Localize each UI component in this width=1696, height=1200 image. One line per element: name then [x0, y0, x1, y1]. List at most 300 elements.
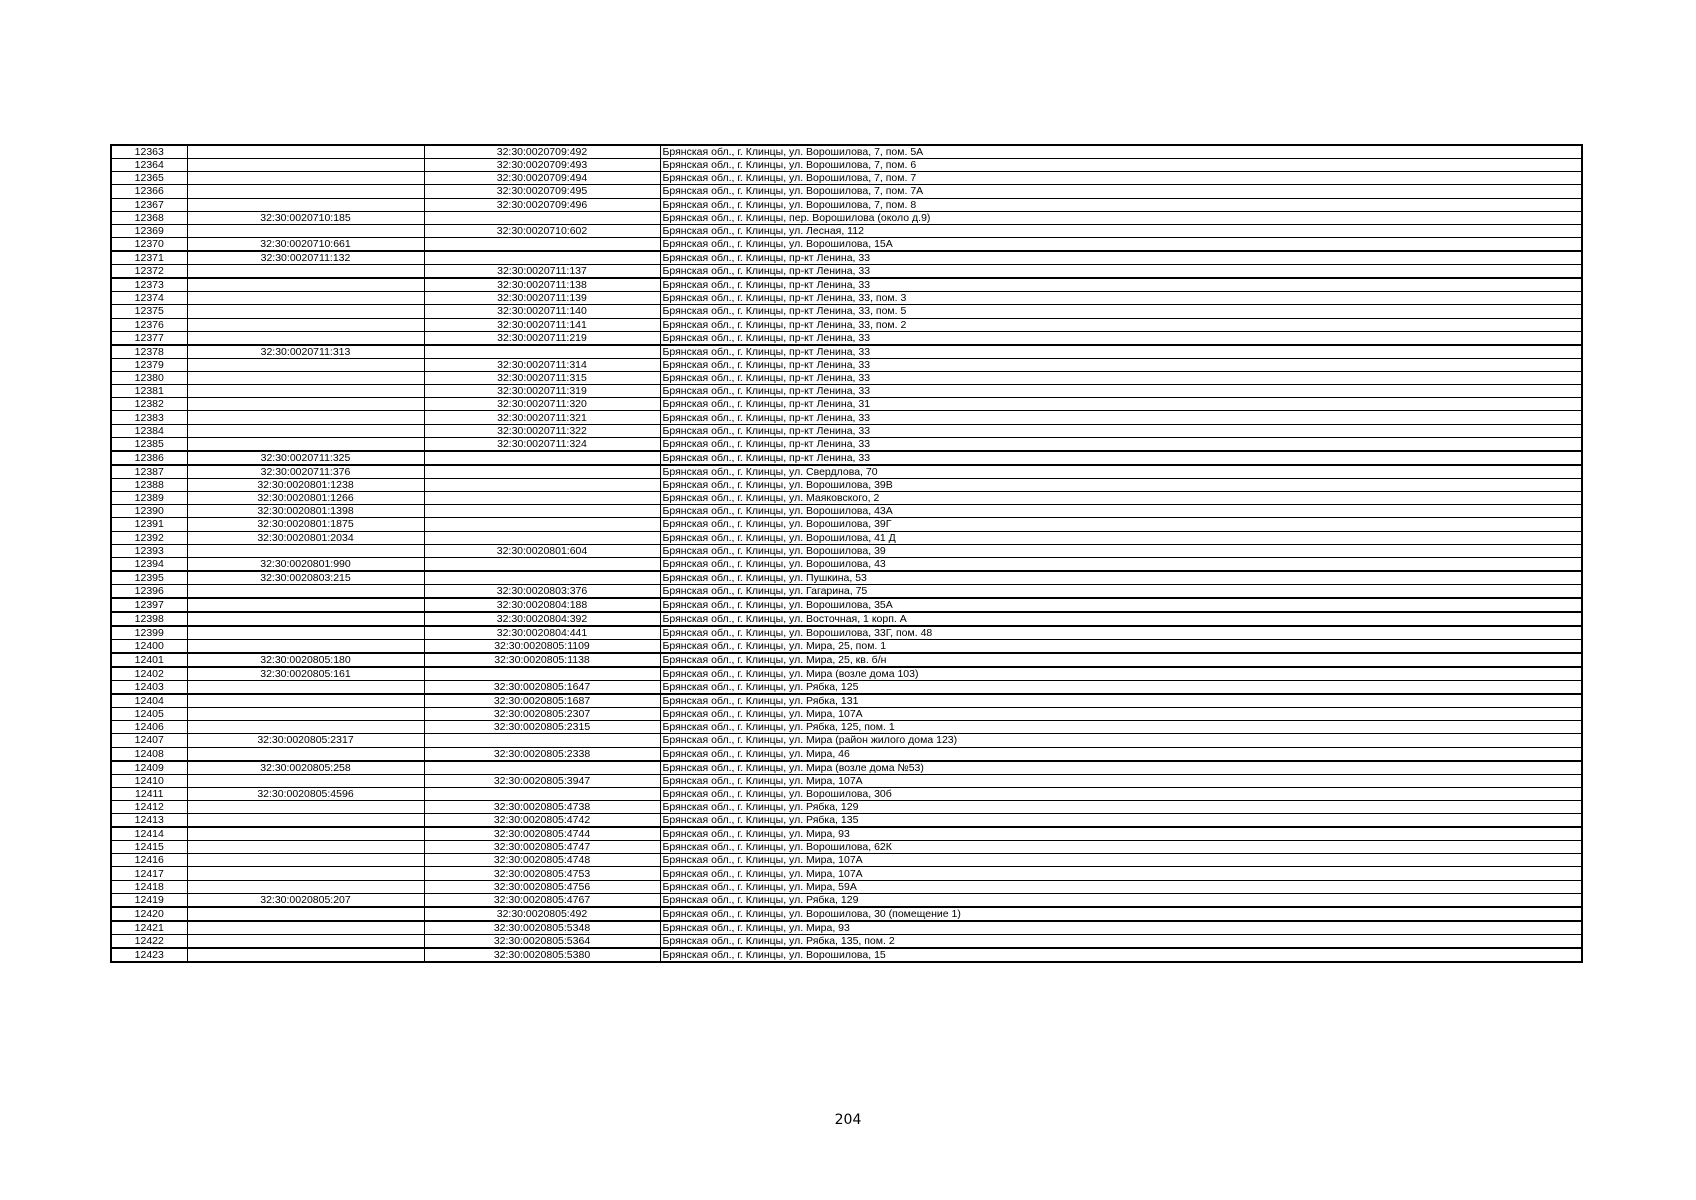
object-number-cell: 32:30:0020805:5348: [424, 921, 660, 935]
row-number-cell: 12422: [111, 934, 187, 948]
table-row: [111, 318, 1582, 331]
row-number-cell: 12382: [111, 398, 187, 411]
row-number-cell: 12370: [111, 238, 187, 252]
object-number-cell: [424, 734, 660, 747]
row-number-cell: 12418: [111, 880, 187, 893]
address-cell: Брянская обл., г. Клинцы, ул. Мира, 25, пом. 1: [660, 639, 1582, 653]
table-row: [111, 721, 1582, 734]
address-cell: Брянская обл., г. Клинцы, ул. Мира, 46: [660, 747, 1582, 761]
row-number-cell: 12412: [111, 800, 187, 813]
parcel-number-cell: [187, 172, 424, 185]
table-body: [111, 145, 1582, 962]
table-row: [111, 145, 1582, 159]
table-row: [111, 880, 1582, 893]
address-cell: Брянская обл., г. Клинцы, ул. Гагарина, 75: [660, 584, 1582, 598]
table-row: [111, 531, 1582, 544]
address-cell: Брянская обл., г. Клинцы, ул. Ворошилова, 43: [660, 557, 1582, 571]
address-cell: Брянская обл., г. Клинцы, ул. Рябка, 135, пом. 2: [660, 934, 1582, 948]
table-row: [111, 667, 1582, 681]
address-cell: Брянская обл., г. Клинцы, ул. Мира, 107А: [660, 867, 1582, 880]
parcel-number-cell: [187, 721, 424, 734]
table-row: [111, 424, 1582, 437]
table-row: [111, 159, 1582, 172]
table-row: [111, 557, 1582, 571]
object-number-cell: 32:30:0020709:493: [424, 159, 660, 172]
table-row: [111, 345, 1582, 359]
object-number-cell: 32:30:0020805:4744: [424, 827, 660, 841]
parcel-number-cell: 32:30:0020801:1398: [187, 505, 424, 518]
object-number-cell: 32:30:0020805:4767: [424, 893, 660, 907]
table-row: [111, 224, 1582, 237]
row-number-cell: 12408: [111, 747, 187, 761]
parcel-number-cell: 32:30:0020710:185: [187, 211, 424, 224]
row-number-cell: 12384: [111, 424, 187, 437]
parcel-number-cell: [187, 318, 424, 331]
row-number-cell: 12374: [111, 292, 187, 305]
object-number-cell: 32:30:0020711:320: [424, 398, 660, 411]
object-number-cell: [424, 251, 660, 265]
parcel-number-cell: [187, 437, 424, 451]
table-row: [111, 238, 1582, 252]
table-row: [111, 492, 1582, 505]
parcel-number-cell: [187, 827, 424, 841]
row-number-cell: 12393: [111, 544, 187, 557]
row-number-cell: 12405: [111, 707, 187, 720]
parcel-number-cell: 32:30:0020801:1266: [187, 492, 424, 505]
object-number-cell: 32:30:0020711:319: [424, 385, 660, 398]
table-row: [111, 411, 1582, 424]
object-number-cell: 32:30:0020801:604: [424, 544, 660, 557]
parcel-number-cell: 32:30:0020805:180: [187, 653, 424, 667]
records-table: [110, 144, 1583, 963]
table-row: [111, 172, 1582, 185]
address-cell: Брянская обл., г. Клинцы, пр-кт Ленина, 33: [660, 278, 1582, 292]
parcel-number-cell: [187, 907, 424, 921]
address-cell: Брянская обл., г. Клинцы, ул. Лесная, 112: [660, 224, 1582, 237]
row-number-cell: 12409: [111, 761, 187, 775]
address-cell: Брянская обл., г. Клинцы, ул. Рябка, 129: [660, 800, 1582, 813]
table-row: [111, 198, 1582, 211]
row-number-cell: 12401: [111, 653, 187, 667]
parcel-number-cell: [187, 398, 424, 411]
address-cell: Брянская обл., г. Клинцы, ул. Мира, 107А: [660, 707, 1582, 720]
address-cell: Брянская обл., г. Клинцы, ул. Мира, 25, кв. б/н: [660, 653, 1582, 667]
object-number-cell: 32:30:0020709:492: [424, 145, 660, 159]
table-row: [111, 358, 1582, 371]
parcel-number-cell: [187, 934, 424, 948]
parcel-number-cell: [187, 278, 424, 292]
table-row: [111, 518, 1582, 531]
table-row: [111, 598, 1582, 612]
address-cell: Брянская обл., г. Клинцы, пр-кт Ленина, 33: [660, 437, 1582, 451]
table-row: [111, 854, 1582, 867]
table-row: [111, 371, 1582, 384]
parcel-number-cell: [187, 358, 424, 371]
parcel-number-cell: [187, 371, 424, 384]
object-number-cell: 32:30:0020804:188: [424, 598, 660, 612]
row-number-cell: 12390: [111, 505, 187, 518]
page-number: 204: [834, 1112, 862, 1128]
address-cell: Брянская обл., г. Клинцы, ул. Мира, 107А: [660, 854, 1582, 867]
object-number-cell: [424, 451, 660, 465]
object-number-cell: 32:30:0020805:492: [424, 907, 660, 921]
row-number-cell: 12383: [111, 411, 187, 424]
parcel-number-cell: 32:30:0020711:325: [187, 451, 424, 465]
parcel-number-cell: [187, 948, 424, 962]
address-cell: Брянская обл., г. Клинцы, ул. Ворошилова, 7, пом. 8: [660, 198, 1582, 211]
row-number-cell: 12372: [111, 265, 187, 279]
address-cell: Брянская обл., г. Клинцы, ул. Мира, 93: [660, 827, 1582, 841]
row-number-cell: 12365: [111, 172, 187, 185]
parcel-number-cell: 32:30:0020801:2034: [187, 531, 424, 544]
table-row: [111, 305, 1582, 318]
address-cell: Брянская обл., г. Клинцы, пр-кт Ленина, 33: [660, 331, 1582, 345]
table-row: [111, 639, 1582, 653]
object-number-cell: 32:30:0020804:392: [424, 612, 660, 626]
object-number-cell: 32:30:0020711:139: [424, 292, 660, 305]
object-number-cell: 32:30:0020804:441: [424, 626, 660, 640]
address-cell: Брянская обл., г. Клинцы, ул. Ворошилова, 7, пом. 7: [660, 172, 1582, 185]
address-cell: Брянская обл., г. Клинцы, ул. Ворошилова, 43А: [660, 505, 1582, 518]
row-number-cell: 12406: [111, 721, 187, 734]
table-row: [111, 571, 1582, 585]
table-row: [111, 787, 1582, 800]
row-number-cell: 12380: [111, 371, 187, 384]
object-number-cell: 32:30:0020711:137: [424, 265, 660, 279]
address-cell: Брянская обл., г. Клинцы, ул. Ворошилова, 7, пом. 6: [660, 159, 1582, 172]
address-cell: Брянская обл., г. Клинцы, ул. Ворошилова, 15: [660, 948, 1582, 962]
row-number-cell: 12414: [111, 827, 187, 841]
address-cell: Брянская обл., г. Клинцы, пр-кт Ленина, 33: [660, 371, 1582, 384]
object-number-cell: [424, 787, 660, 800]
parcel-number-cell: [187, 921, 424, 935]
table-row: [111, 292, 1582, 305]
table-row: [111, 626, 1582, 640]
row-number-cell: 12423: [111, 948, 187, 962]
table-row: [111, 385, 1582, 398]
address-cell: Брянская обл., г. Клинцы, ул. Ворошилова, 33Г, пом. 48: [660, 626, 1582, 640]
table-row: [111, 934, 1582, 948]
object-number-cell: 32:30:0020805:4756: [424, 880, 660, 893]
parcel-number-cell: [187, 385, 424, 398]
parcel-number-cell: [187, 747, 424, 761]
row-number-cell: 12415: [111, 841, 187, 854]
address-cell: Брянская обл., г. Клинцы, ул. Ворошилова, 62К: [660, 841, 1582, 854]
address-cell: Брянская обл., г. Клинцы, ул. Мира, 107А: [660, 774, 1582, 787]
parcel-number-cell: [187, 305, 424, 318]
row-number-cell: 12391: [111, 518, 187, 531]
parcel-number-cell: [187, 584, 424, 598]
parcel-number-cell: [187, 224, 424, 237]
object-number-cell: 32:30:0020805:4748: [424, 854, 660, 867]
address-cell: Брянская обл., г. Клинцы, пр-кт Ленина, 33, пом. 3: [660, 292, 1582, 305]
address-cell: Брянская обл., г. Клинцы, ул. Ворошилова, 39: [660, 544, 1582, 557]
parcel-number-cell: [187, 626, 424, 640]
object-number-cell: [424, 667, 660, 681]
table-row: [111, 265, 1582, 279]
object-number-cell: 32:30:0020711:314: [424, 358, 660, 371]
row-number-cell: 12389: [111, 492, 187, 505]
row-number-cell: 12388: [111, 478, 187, 491]
parcel-number-cell: [187, 774, 424, 787]
object-number-cell: [424, 761, 660, 775]
row-number-cell: 12379: [111, 358, 187, 371]
address-cell: Брянская обл., г. Клинцы, ул. Рябка, 131: [660, 694, 1582, 708]
table-row: [111, 451, 1582, 465]
table-row: [111, 278, 1582, 292]
address-cell: Брянская обл., г. Клинцы, пр-кт Ленина, 33: [660, 345, 1582, 359]
object-number-cell: 32:30:0020711:321: [424, 411, 660, 424]
parcel-number-cell: [187, 867, 424, 880]
table-row: [111, 948, 1582, 962]
address-cell: Брянская обл., г. Клинцы, пр-кт Ленина, 33: [660, 251, 1582, 265]
parcel-number-cell: 32:30:0020801:1875: [187, 518, 424, 531]
address-cell: Брянская обл., г. Клинцы, ул. Мира (возле дома 103): [660, 667, 1582, 681]
row-number-cell: 12386: [111, 451, 187, 465]
parcel-number-cell: [187, 680, 424, 694]
table-row: [111, 827, 1582, 841]
table-row: [111, 747, 1582, 761]
row-number-cell: 12396: [111, 584, 187, 598]
address-cell: Брянская обл., г. Клинцы, ул. Свердлова, 70: [660, 465, 1582, 479]
parcel-number-cell: 32:30:0020801:990: [187, 557, 424, 571]
address-cell: Брянская обл., г. Клинцы, ул. Мира (возле дома №53): [660, 761, 1582, 775]
table-row: [111, 398, 1582, 411]
address-cell: Брянская обл., г. Клинцы, пр-кт Ленина, 33: [660, 385, 1582, 398]
row-number-cell: 12366: [111, 185, 187, 198]
table-row: [111, 867, 1582, 880]
table-row: [111, 505, 1582, 518]
parcel-number-cell: [187, 598, 424, 612]
table-row: [111, 694, 1582, 708]
table-row: [111, 814, 1582, 828]
object-number-cell: 32:30:0020805:3947: [424, 774, 660, 787]
row-number-cell: 12397: [111, 598, 187, 612]
parcel-number-cell: [187, 145, 424, 159]
row-number-cell: 12410: [111, 774, 187, 787]
parcel-number-cell: [187, 612, 424, 626]
row-number-cell: 12400: [111, 639, 187, 653]
address-cell: Брянская обл., г. Клинцы, ул. Ворошилова, 35А: [660, 598, 1582, 612]
table-row: [111, 612, 1582, 626]
object-number-cell: 32:30:0020805:4742: [424, 814, 660, 828]
parcel-number-cell: [187, 880, 424, 893]
row-number-cell: 12377: [111, 331, 187, 345]
address-cell: Брянская обл., г. Клинцы, ул. Пушкина, 53: [660, 571, 1582, 585]
row-number-cell: 12369: [111, 224, 187, 237]
row-number-cell: 12413: [111, 814, 187, 828]
row-number-cell: 12421: [111, 921, 187, 935]
parcel-number-cell: 32:30:0020805:258: [187, 761, 424, 775]
table-row: [111, 185, 1582, 198]
row-number-cell: 12392: [111, 531, 187, 544]
object-number-cell: 32:30:0020805:4753: [424, 867, 660, 880]
address-cell: Брянская обл., г. Клинцы, ул. Ворошилова, 39В: [660, 478, 1582, 491]
row-number-cell: 12407: [111, 734, 187, 747]
row-number-cell: 12385: [111, 437, 187, 451]
parcel-number-cell: [187, 265, 424, 279]
row-number-cell: 12402: [111, 667, 187, 681]
object-number-cell: 32:30:0020805:2307: [424, 707, 660, 720]
object-number-cell: 32:30:0020803:376: [424, 584, 660, 598]
object-number-cell: 32:30:0020805:1647: [424, 680, 660, 694]
address-cell: Брянская обл., г. Клинцы, ул. Рябка, 135: [660, 814, 1582, 828]
object-number-cell: [424, 465, 660, 479]
parcel-number-cell: [187, 331, 424, 345]
table-row: [111, 465, 1582, 479]
row-number-cell: 12376: [111, 318, 187, 331]
table-row: [111, 907, 1582, 921]
table-row: [111, 841, 1582, 854]
object-number-cell: 32:30:0020711:141: [424, 318, 660, 331]
row-number-cell: 12403: [111, 680, 187, 694]
address-cell: Брянская обл., г. Клинцы, ул. Ворошилова, 7, пом. 7А: [660, 185, 1582, 198]
object-number-cell: 32:30:0020805:5364: [424, 934, 660, 948]
object-number-cell: 32:30:0020711:315: [424, 371, 660, 384]
parcel-number-cell: 32:30:0020803:215: [187, 571, 424, 585]
address-cell: Брянская обл., г. Клинцы, ул. Мира, 59А: [660, 880, 1582, 893]
table-row: [111, 251, 1582, 265]
object-number-cell: [424, 211, 660, 224]
parcel-number-cell: [187, 411, 424, 424]
table-row: [111, 680, 1582, 694]
parcel-number-cell: [187, 854, 424, 867]
parcel-number-cell: [187, 185, 424, 198]
address-cell: Брянская обл., г. Клинцы, пр-кт Ленина, 33: [660, 451, 1582, 465]
address-cell: Брянская обл., г. Клинцы, ул. Ворошилова, 30б: [660, 787, 1582, 800]
table-row: [111, 774, 1582, 787]
address-cell: Брянская обл., г. Клинцы, ул. Ворошилова, 39Г: [660, 518, 1582, 531]
object-number-cell: 32:30:0020709:495: [424, 185, 660, 198]
parcel-number-cell: [187, 544, 424, 557]
object-number-cell: [424, 345, 660, 359]
parcel-number-cell: [187, 800, 424, 813]
parcel-number-cell: [187, 707, 424, 720]
parcel-number-cell: 32:30:0020805:161: [187, 667, 424, 681]
object-number-cell: [424, 478, 660, 491]
parcel-number-cell: [187, 292, 424, 305]
object-number-cell: 32:30:0020711:322: [424, 424, 660, 437]
row-number-cell: 12373: [111, 278, 187, 292]
parcel-number-cell: 32:30:0020710:661: [187, 238, 424, 252]
table-row: [111, 211, 1582, 224]
parcel-number-cell: 32:30:0020711:313: [187, 345, 424, 359]
address-cell: Брянская обл., г. Клинцы, ул. Ворошилова, 41 Д: [660, 531, 1582, 544]
row-number-cell: 12411: [111, 787, 187, 800]
object-number-cell: 32:30:0020805:4738: [424, 800, 660, 813]
object-number-cell: 32:30:0020805:1687: [424, 694, 660, 708]
row-number-cell: 12378: [111, 345, 187, 359]
object-number-cell: 32:30:0020711:140: [424, 305, 660, 318]
row-number-cell: 12404: [111, 694, 187, 708]
address-cell: Брянская обл., г. Клинцы, пр-кт Ленина, 33: [660, 265, 1582, 279]
address-cell: Брянская обл., г. Клинцы, ул. Восточная, 1 корп. А: [660, 612, 1582, 626]
parcel-number-cell: 32:30:0020805:4596: [187, 787, 424, 800]
object-number-cell: [424, 571, 660, 585]
table-row: [111, 544, 1582, 557]
row-number-cell: 12371: [111, 251, 187, 265]
object-number-cell: 32:30:0020805:5380: [424, 948, 660, 962]
object-number-cell: 32:30:0020805:2315: [424, 721, 660, 734]
row-number-cell: 12420: [111, 907, 187, 921]
table-row: [111, 921, 1582, 935]
table-row: [111, 893, 1582, 907]
address-cell: Брянская обл., г. Клинцы, ул. Мира (район жилого дома 123): [660, 734, 1582, 747]
parcel-number-cell: [187, 198, 424, 211]
object-number-cell: [424, 505, 660, 518]
parcel-number-cell: [187, 159, 424, 172]
table-row: [111, 707, 1582, 720]
parcel-number-cell: 32:30:0020805:2317: [187, 734, 424, 747]
object-number-cell: 32:30:0020711:219: [424, 331, 660, 345]
address-cell: Брянская обл., г. Клинцы, пр-кт Ленина, 31: [660, 398, 1582, 411]
row-number-cell: 12416: [111, 854, 187, 867]
row-number-cell: 12419: [111, 893, 187, 907]
address-cell: Брянская обл., г. Клинцы, пр-кт Ленина, 33: [660, 358, 1582, 371]
row-number-cell: 12394: [111, 557, 187, 571]
row-number-cell: 12399: [111, 626, 187, 640]
row-number-cell: 12363: [111, 145, 187, 159]
row-number-cell: 12387: [111, 465, 187, 479]
object-number-cell: 32:30:0020710:602: [424, 224, 660, 237]
object-number-cell: [424, 238, 660, 252]
address-cell: Брянская обл., г. Клинцы, ул. Ворошилова, 15А: [660, 238, 1582, 252]
object-number-cell: 32:30:0020711:138: [424, 278, 660, 292]
parcel-number-cell: [187, 424, 424, 437]
object-number-cell: [424, 492, 660, 505]
parcel-number-cell: 32:30:0020711:376: [187, 465, 424, 479]
object-number-cell: 32:30:0020805:1138: [424, 653, 660, 667]
object-number-cell: 32:30:0020805:1109: [424, 639, 660, 653]
table-row: [111, 761, 1582, 775]
table-row: [111, 478, 1582, 491]
row-number-cell: 12367: [111, 198, 187, 211]
parcel-number-cell: 32:30:0020711:132: [187, 251, 424, 265]
table-row: [111, 331, 1582, 345]
address-cell: Брянская обл., г. Клинцы, пер. Ворошилова (около д.9): [660, 211, 1582, 224]
object-number-cell: [424, 518, 660, 531]
row-number-cell: 12398: [111, 612, 187, 626]
table-row: [111, 800, 1582, 813]
row-number-cell: 12375: [111, 305, 187, 318]
row-number-cell: 12368: [111, 211, 187, 224]
parcel-number-cell: [187, 841, 424, 854]
address-cell: Брянская обл., г. Клинцы, ул. Мира, 93: [660, 921, 1582, 935]
address-cell: Брянская обл., г. Клинцы, ул. Рябка, 125: [660, 680, 1582, 694]
parcel-number-cell: [187, 639, 424, 653]
address-cell: Брянская обл., г. Клинцы, ул. Маяковского, 2: [660, 492, 1582, 505]
table-row: [111, 437, 1582, 451]
parcel-number-cell: [187, 694, 424, 708]
address-cell: Брянская обл., г. Клинцы, ул. Ворошилова, 7, пом. 5А: [660, 145, 1582, 159]
parcel-number-cell: 32:30:0020801:1238: [187, 478, 424, 491]
object-number-cell: [424, 531, 660, 544]
object-number-cell: 32:30:0020805:2338: [424, 747, 660, 761]
row-number-cell: 12364: [111, 159, 187, 172]
address-cell: Брянская обл., г. Клинцы, ул. Рябка, 125, пом. 1: [660, 721, 1582, 734]
table-row: [111, 653, 1582, 667]
row-number-cell: 12395: [111, 571, 187, 585]
parcel-number-cell: [187, 814, 424, 828]
address-cell: Брянская обл., г. Клинцы, пр-кт Ленина, 33: [660, 424, 1582, 437]
row-number-cell: 12381: [111, 385, 187, 398]
table-row: [111, 584, 1582, 598]
object-number-cell: [424, 557, 660, 571]
address-cell: Брянская обл., г. Клинцы, пр-кт Ленина, 33, пом. 5: [660, 305, 1582, 318]
object-number-cell: 32:30:0020709:494: [424, 172, 660, 185]
address-cell: Брянская обл., г. Клинцы, ул. Рябка, 129: [660, 893, 1582, 907]
address-cell: Брянская обл., г. Клинцы, пр-кт Ленина, 33: [660, 411, 1582, 424]
